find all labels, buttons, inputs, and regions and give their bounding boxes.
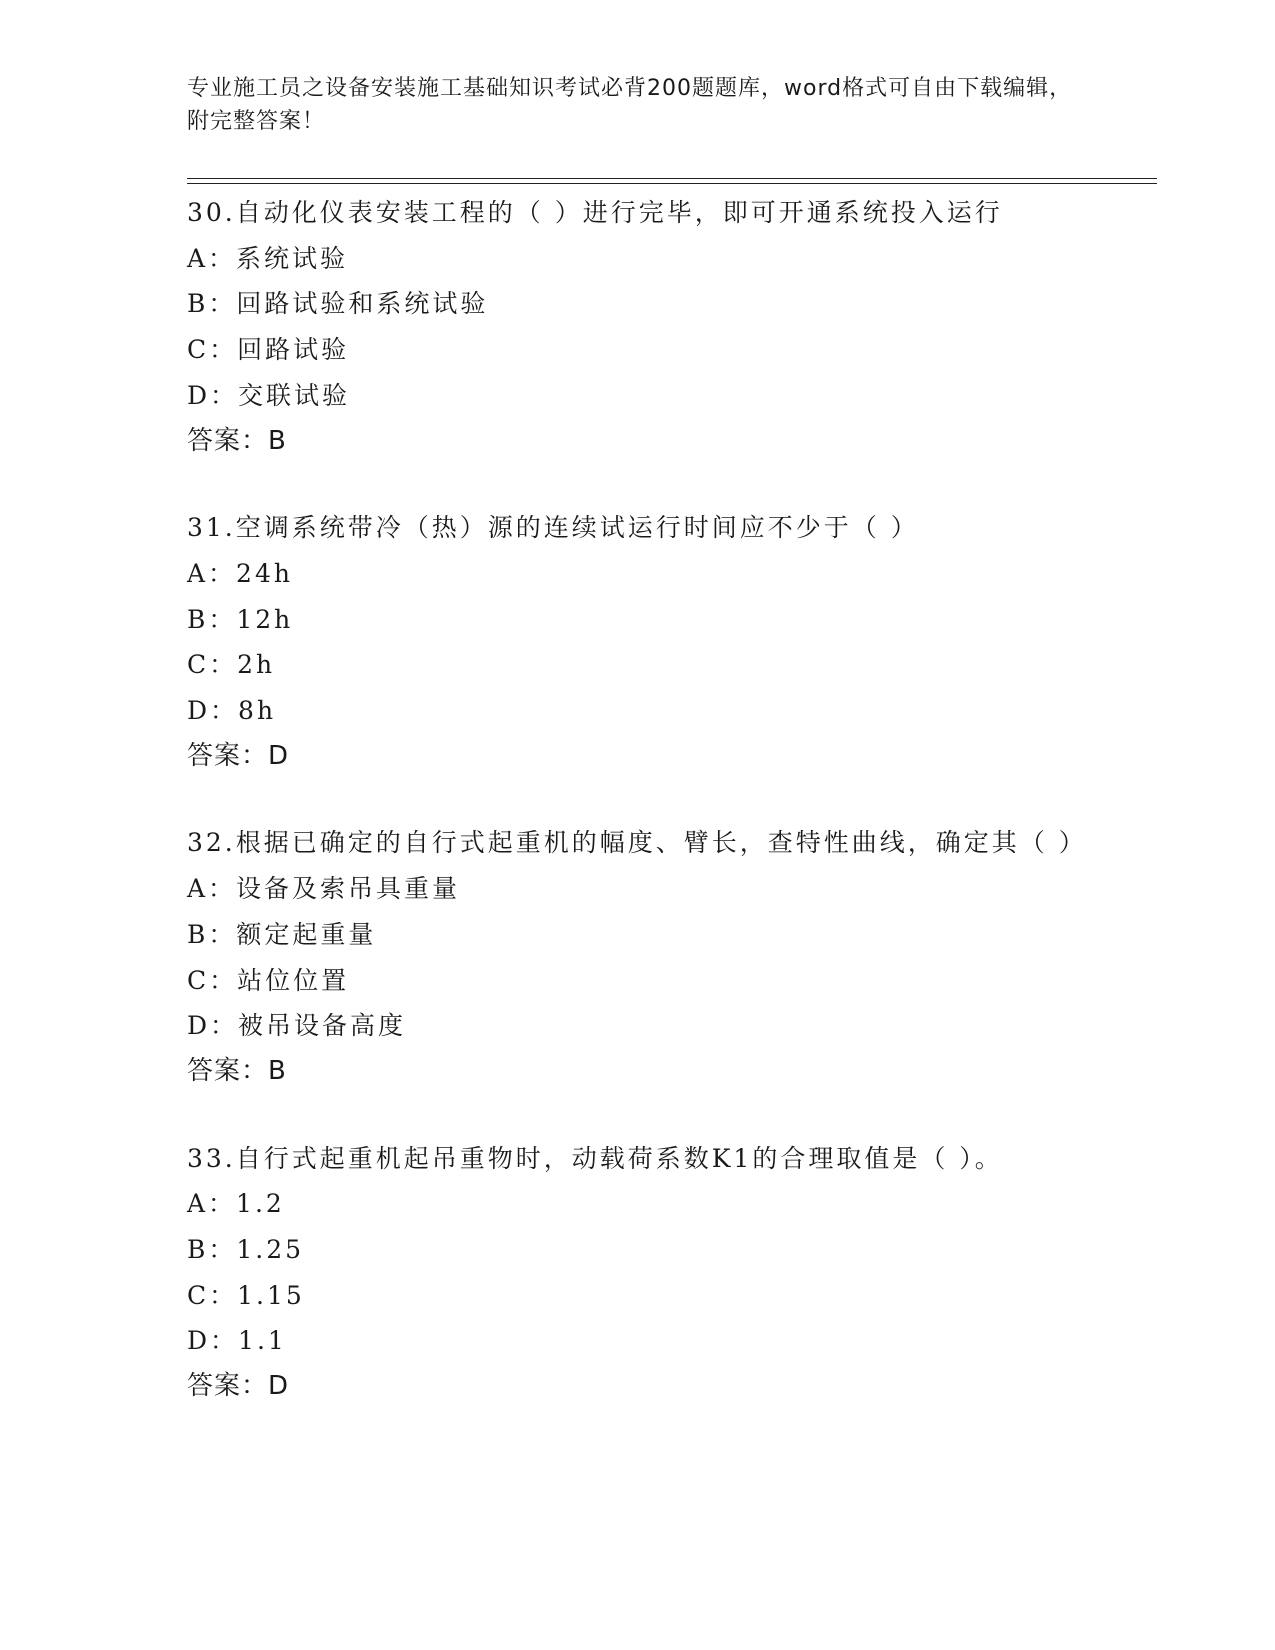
option-a: A：系统试验 xyxy=(187,243,349,273)
header-divider-bottom xyxy=(187,183,1157,184)
question-stem: 33.自行式起重机起吊重物时，动载荷系数K1的合理取值是（ ）。 xyxy=(187,1143,1003,1173)
option-c: C：1.15 xyxy=(187,1280,305,1310)
question-33 xyxy=(187,1136,1087,1410)
option-b: B：12h xyxy=(187,604,294,634)
option-d: D：被吊设备高度 xyxy=(187,1011,407,1041)
answer-label: 答案：D xyxy=(187,740,290,771)
answer-label: 答案：D xyxy=(187,1371,290,1402)
answer-label: 答案：B xyxy=(187,425,287,456)
option-d: D：1.1 xyxy=(187,1326,287,1356)
answer-label: 答案：B xyxy=(187,1055,287,1086)
option-d: D：交联试验 xyxy=(187,380,351,410)
document-header: 专业施工员之设备安装施工基础知识考试必背200题题库，word格式可自由下载编辑，附完整答案！ xyxy=(187,76,1073,134)
option-a: A：设备及索吊具重量 xyxy=(187,874,461,904)
option-b: B：1.25 xyxy=(187,1235,305,1265)
question-list xyxy=(187,190,1087,1451)
option-c: C：回路试验 xyxy=(187,335,350,365)
question-30 xyxy=(187,190,1087,464)
option-b: B：额定起重量 xyxy=(187,919,377,949)
option-b: B：回路试验和系统试验 xyxy=(187,289,489,319)
option-a: A：24h xyxy=(187,558,293,588)
header-divider-top xyxy=(187,178,1157,179)
question-stem: 32.根据已确定的自行式起重机的幅度、臂长，查特性曲线，确定其（ ） xyxy=(187,828,1087,858)
question-32 xyxy=(187,820,1087,1094)
question-stem: 30.自动化仪表安装工程的（ ）进行完毕，即可开通系统投入运行 xyxy=(187,198,1003,227)
option-c: C：站位位置 xyxy=(187,965,350,995)
option-d: D：8h xyxy=(187,696,277,726)
option-c: C：2h xyxy=(187,650,276,680)
option-a: A：1.2 xyxy=(187,1189,285,1219)
question-stem: 31.空调系统带冷（热）源的连续试运行时间应不少于（ ） xyxy=(187,513,919,543)
question-31 xyxy=(187,505,1087,779)
